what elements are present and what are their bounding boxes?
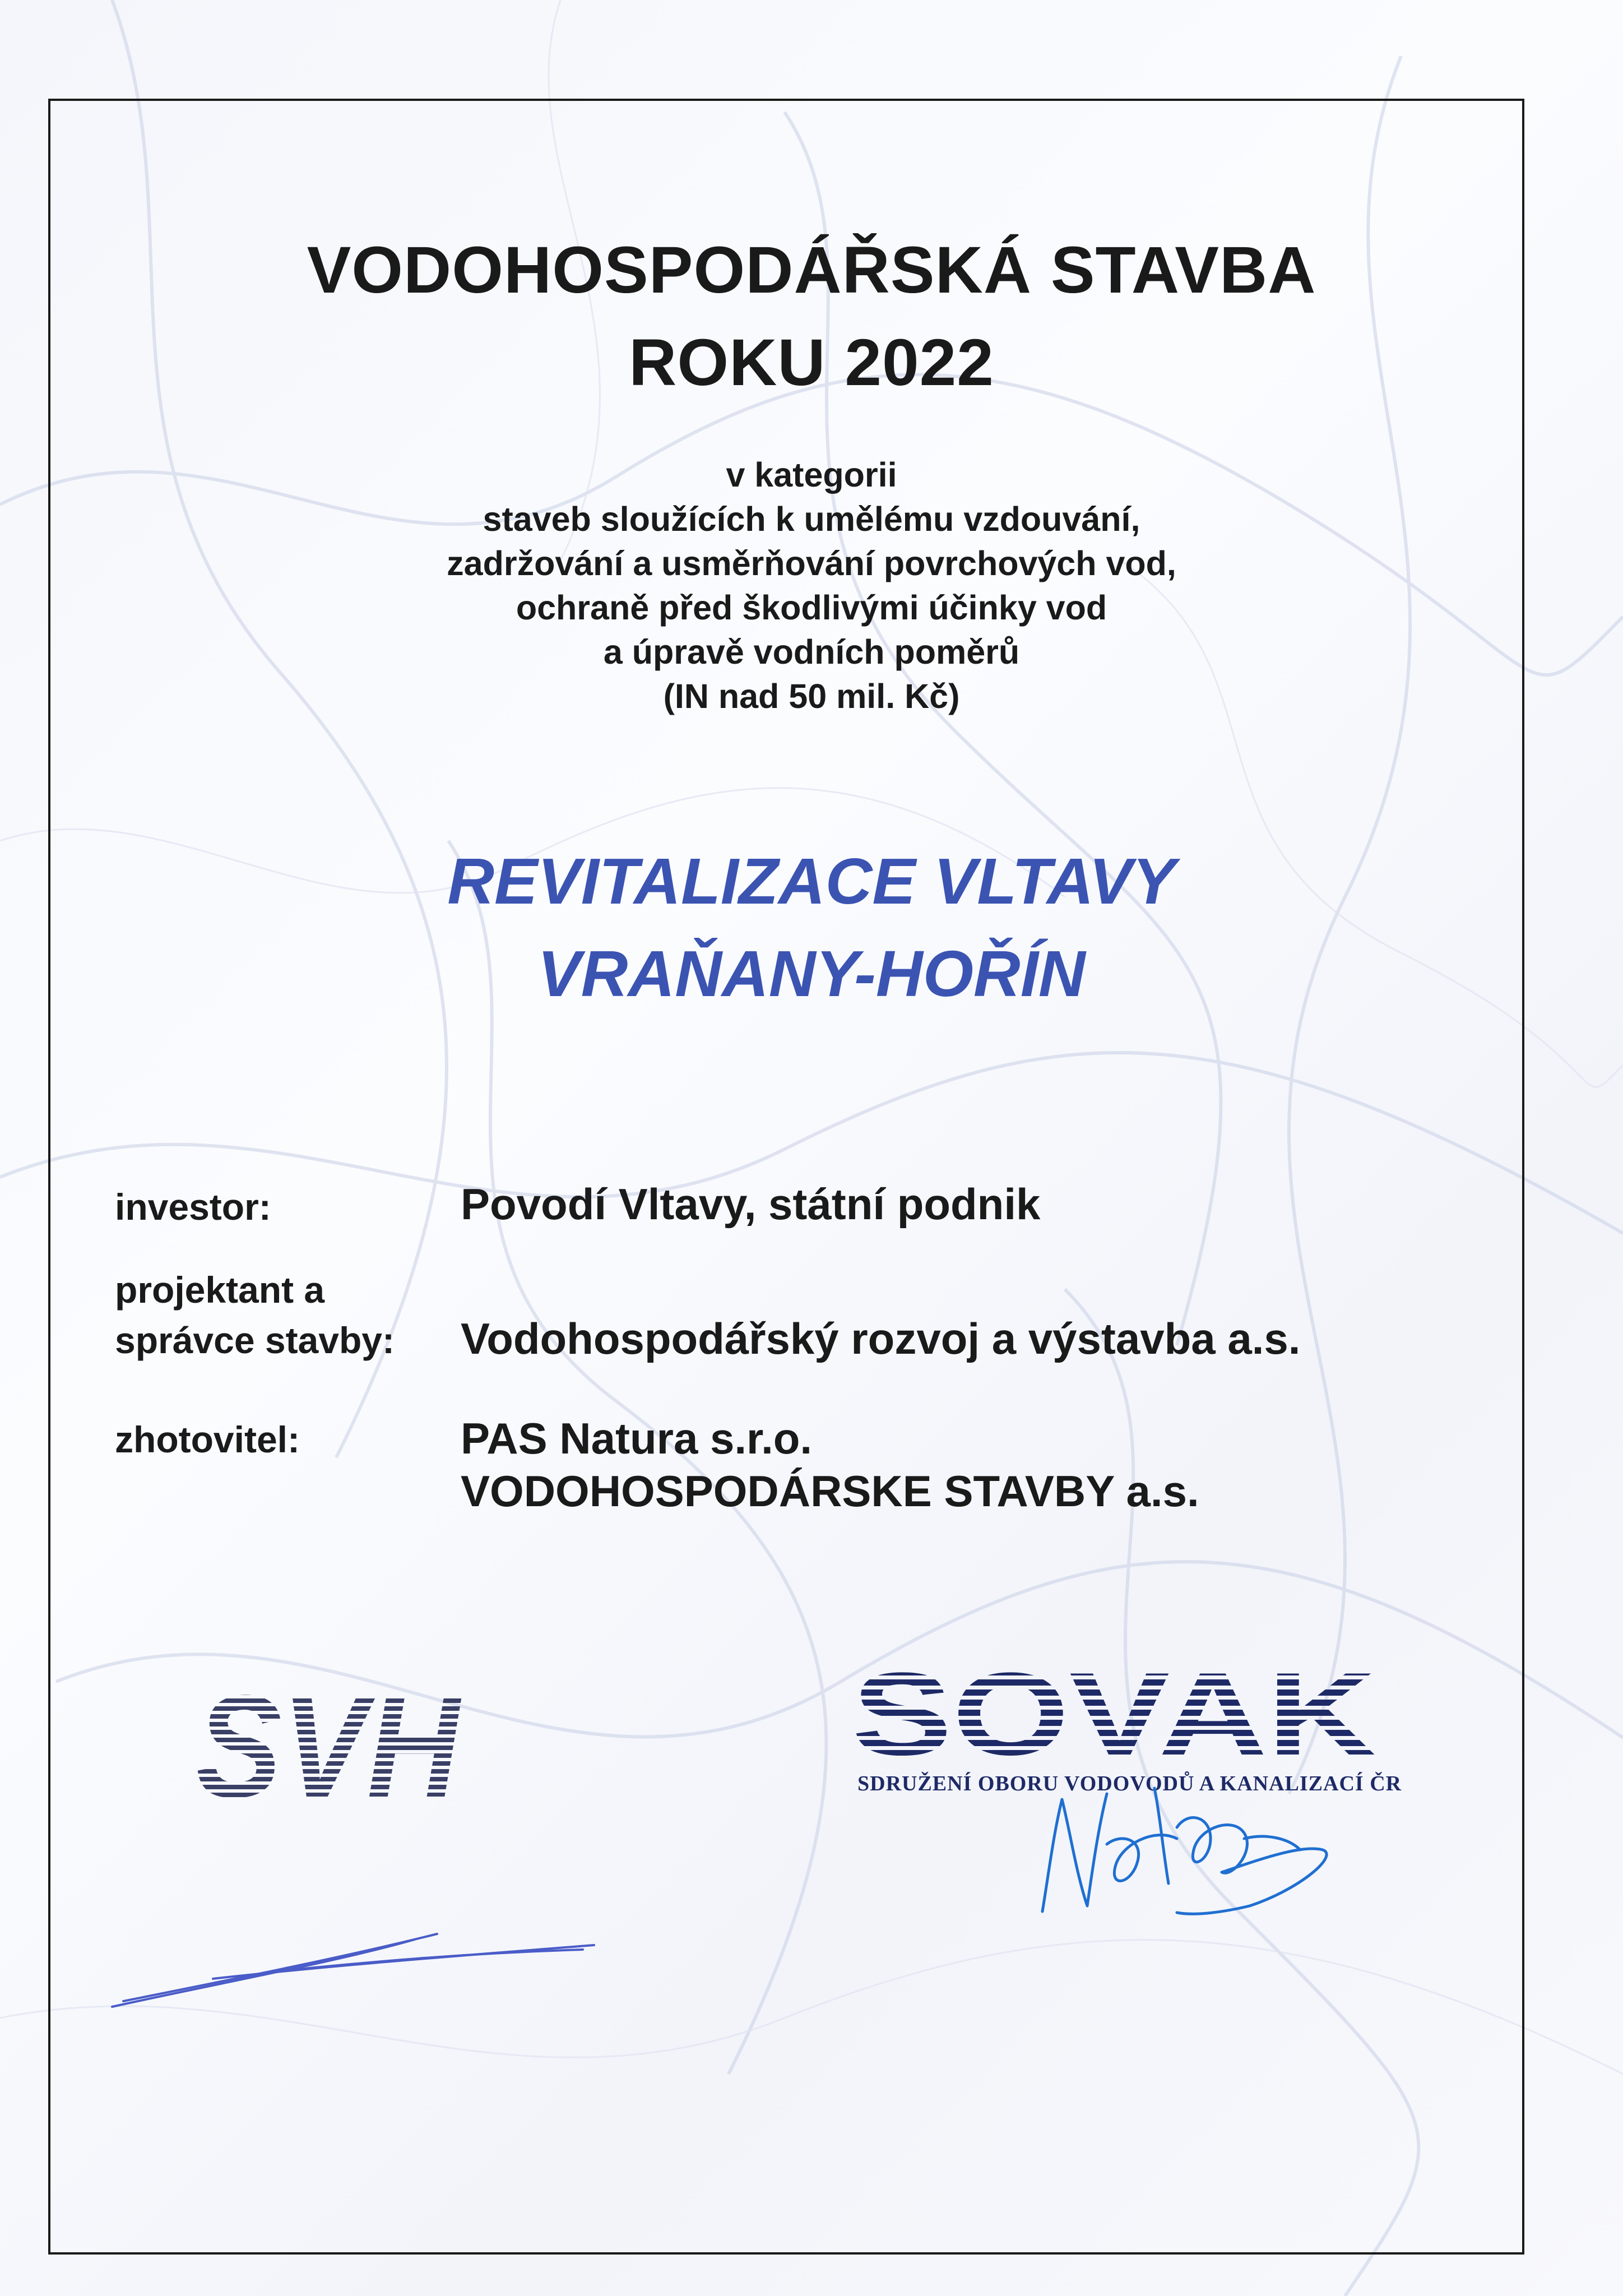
investor-value: Povodí Vltavy, státní podnik (461, 1179, 1041, 1229)
sovak-tagline: SDRUŽENÍ OBORU VODOVODŮ A KANALIZACÍ ČR (857, 1772, 1402, 1795)
sovak-logo-icon (852, 1659, 1379, 1760)
title-line-2: ROKU 2022 (629, 326, 994, 400)
category-line: a úpravě vodních poměrů (603, 633, 1020, 671)
contractor-value-line-2: VODOHOSPODÁRSKE STAVBY a.s. (461, 1466, 1199, 1516)
title-line-1: VODOHOSPODÁŘSKÁ STAVBA (307, 233, 1316, 307)
designer-label-line-1: projektant a (115, 1269, 325, 1311)
category-line: staveb sloužících k umělému vzdouvání, (483, 500, 1140, 538)
certificate-title (0, 224, 1623, 409)
designer-value: Vodohospodářský rozvoj a výstavba a.s. (461, 1314, 1301, 1363)
category-line: (IN nad 50 mil. Kč) (663, 677, 960, 715)
category-line: v kategorii (726, 456, 897, 494)
project-line-1: REVITALIZACE VLTAVY (447, 845, 1176, 918)
svh-logo-icon (185, 1659, 476, 1822)
designer-label-line-2: správce stavby: (115, 1320, 395, 1361)
contractor-value-line-1: PAS Natura s.r.o. (461, 1414, 813, 1463)
svh-logo-text: SVH (196, 1665, 463, 1822)
contractor-label: zhotovitel: (115, 1419, 300, 1460)
award-category (0, 453, 1623, 719)
pen-scribble-icon (101, 1906, 605, 2018)
category-line: ochraně před škodlivými účinky vod (516, 589, 1107, 627)
category-line: zadržování a usměrňování povrchových vod, (447, 544, 1176, 582)
project-line-2: VRAŇANY-HOŘÍN (537, 937, 1086, 1010)
investor-label: investor: (115, 1186, 271, 1228)
signature-icon (1009, 1766, 1345, 1928)
project-name (0, 835, 1623, 1020)
sovak-logo-text: SOVAK (852, 1659, 1376, 1760)
